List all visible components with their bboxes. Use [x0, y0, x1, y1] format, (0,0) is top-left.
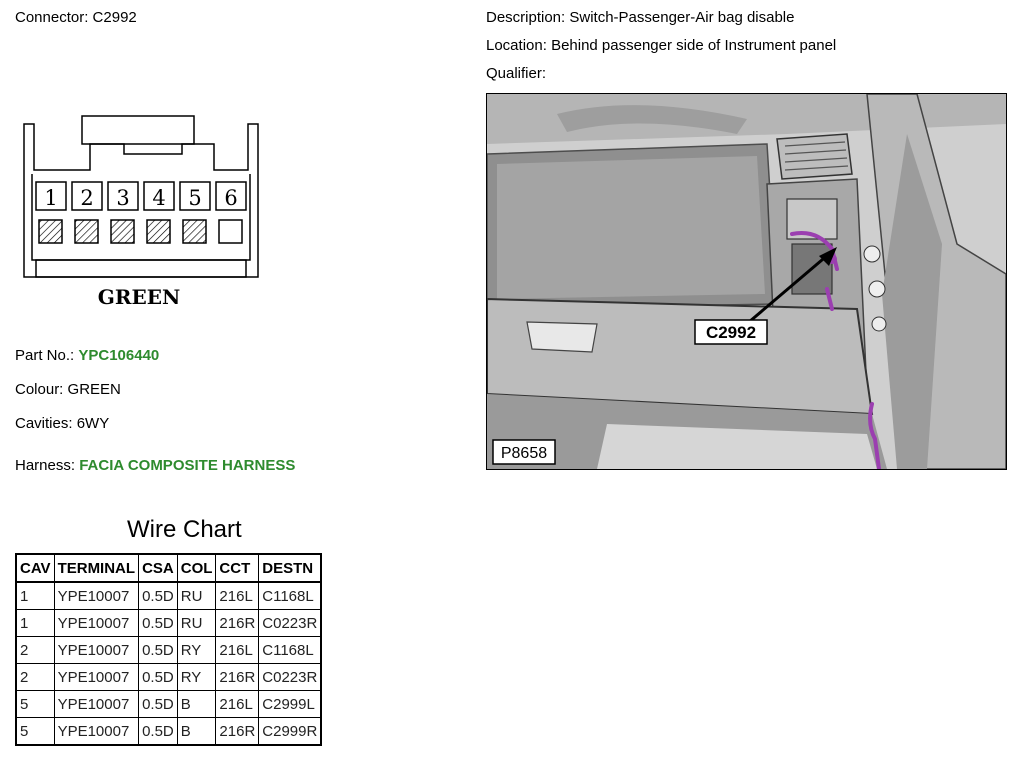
cavities: [15, 415, 109, 433]
location-photo: [486, 93, 1007, 470]
connector-face-diagram: [22, 112, 262, 312]
table-cell: 216L: [216, 582, 259, 610]
table-cell: RY: [177, 664, 216, 691]
cavities-label: Cavities:: [15, 415, 73, 432]
wire-chart-table: [15, 553, 322, 746]
connector-label: Connector:: [15, 9, 89, 26]
cavity-number: 1: [44, 186, 58, 210]
table-cell: YPE10007: [54, 664, 139, 691]
table-cell: 216L: [216, 691, 259, 718]
location: [486, 37, 836, 55]
cavities-value: 6WY: [76, 415, 110, 432]
table-cell: YPE10007: [54, 610, 139, 637]
table-row: [16, 664, 321, 691]
cavity-1-terminal: [39, 220, 62, 243]
colour-value: GREEN: [67, 381, 121, 398]
table-cell: 1: [16, 582, 54, 610]
table-cell: RU: [177, 582, 216, 610]
cavity-3-terminal: [111, 220, 134, 243]
connector-callout-label: C2992: [705, 323, 757, 342]
harness-label: Harness:: [15, 457, 76, 474]
cavity-number: 6: [224, 186, 238, 210]
connector-housing: [24, 124, 258, 277]
part-label: Part No.:: [15, 347, 75, 364]
column-header: CSA: [139, 554, 178, 582]
photo-reference-label: P8658: [500, 445, 548, 462]
cavity-number: 3: [116, 186, 130, 210]
table-cell: YPE10007: [54, 637, 139, 664]
connector-value: C2992: [92, 9, 137, 26]
table-cell: C2999R: [259, 718, 322, 746]
table-row: [16, 582, 321, 610]
column-header: COL: [177, 554, 216, 582]
instrument-panel-illustration: [487, 94, 1006, 469]
location-value: Behind passenger side of Instrument panel: [551, 37, 837, 54]
qualifier-label: Qualifier:: [486, 65, 547, 82]
cavity-5-terminal: [183, 220, 206, 243]
table-row: [16, 691, 321, 718]
connector-id: [15, 9, 137, 27]
table-cell: C2999L: [259, 691, 322, 718]
table-cell: RU: [177, 610, 216, 637]
cavity-number: 2: [80, 186, 94, 210]
cavity-2-terminal: [75, 220, 98, 243]
table-cell: YPE10007: [54, 691, 139, 718]
column-header: CAV: [16, 554, 54, 582]
table-cell: 216R: [216, 718, 259, 746]
table-cell: 5: [16, 691, 54, 718]
table-row: [16, 610, 321, 637]
table-row: [16, 718, 321, 746]
table-header-row: [16, 554, 321, 582]
table-cell: RY: [177, 637, 216, 664]
table-cell: 216R: [216, 610, 259, 637]
table-cell: YPE10007: [54, 582, 139, 610]
column-header: CCT: [216, 554, 259, 582]
cavity-number: 5: [188, 186, 202, 210]
table-cell: C0223R: [259, 610, 322, 637]
table-cell: 0.5D: [139, 582, 178, 610]
table-cell: 5: [16, 718, 54, 746]
table-cell: 0.5D: [139, 664, 178, 691]
table-cell: C1168L: [259, 637, 322, 664]
cavity-6-terminal: [219, 220, 242, 243]
harness: [15, 457, 295, 475]
connector-colour-label: GREEN: [97, 285, 181, 309]
harness-value: FACIA COMPOSITE HARNESS: [79, 457, 296, 474]
table-cell: 0.5D: [139, 610, 178, 637]
qualifier: [486, 65, 546, 83]
connector-latch: [82, 116, 194, 144]
table-cell: YPE10007: [54, 718, 139, 746]
description-label: Description:: [486, 9, 566, 26]
table-cell: 216L: [216, 637, 259, 664]
cavity-4-terminal: [147, 220, 170, 243]
column-header: DESTN: [259, 554, 322, 582]
part-value: YPC106440: [78, 347, 160, 364]
table-cell: 2: [16, 637, 54, 664]
colour-label: Colour:: [15, 381, 64, 398]
description-value: Switch-Passenger-Air bag disable: [569, 9, 795, 26]
table-cell: B: [177, 718, 216, 746]
part-number: [15, 347, 159, 365]
wire-chart-title: Wire Chart: [127, 516, 242, 543]
table-cell: 2: [16, 664, 54, 691]
cavity-number: 4: [152, 186, 166, 210]
table-cell: B: [177, 691, 216, 718]
table-cell: C1168L: [259, 582, 322, 610]
table-cell: 0.5D: [139, 637, 178, 664]
table-cell: 1: [16, 610, 54, 637]
description: [486, 9, 795, 27]
colour: [15, 381, 121, 399]
table-cell: 0.5D: [139, 718, 178, 746]
table-cell: 216R: [216, 664, 259, 691]
table-row: [16, 637, 321, 664]
location-label: Location:: [486, 37, 547, 54]
table-cell: 0.5D: [139, 691, 178, 718]
table-cell: C0223R: [259, 664, 322, 691]
column-header: TERMINAL: [54, 554, 139, 582]
